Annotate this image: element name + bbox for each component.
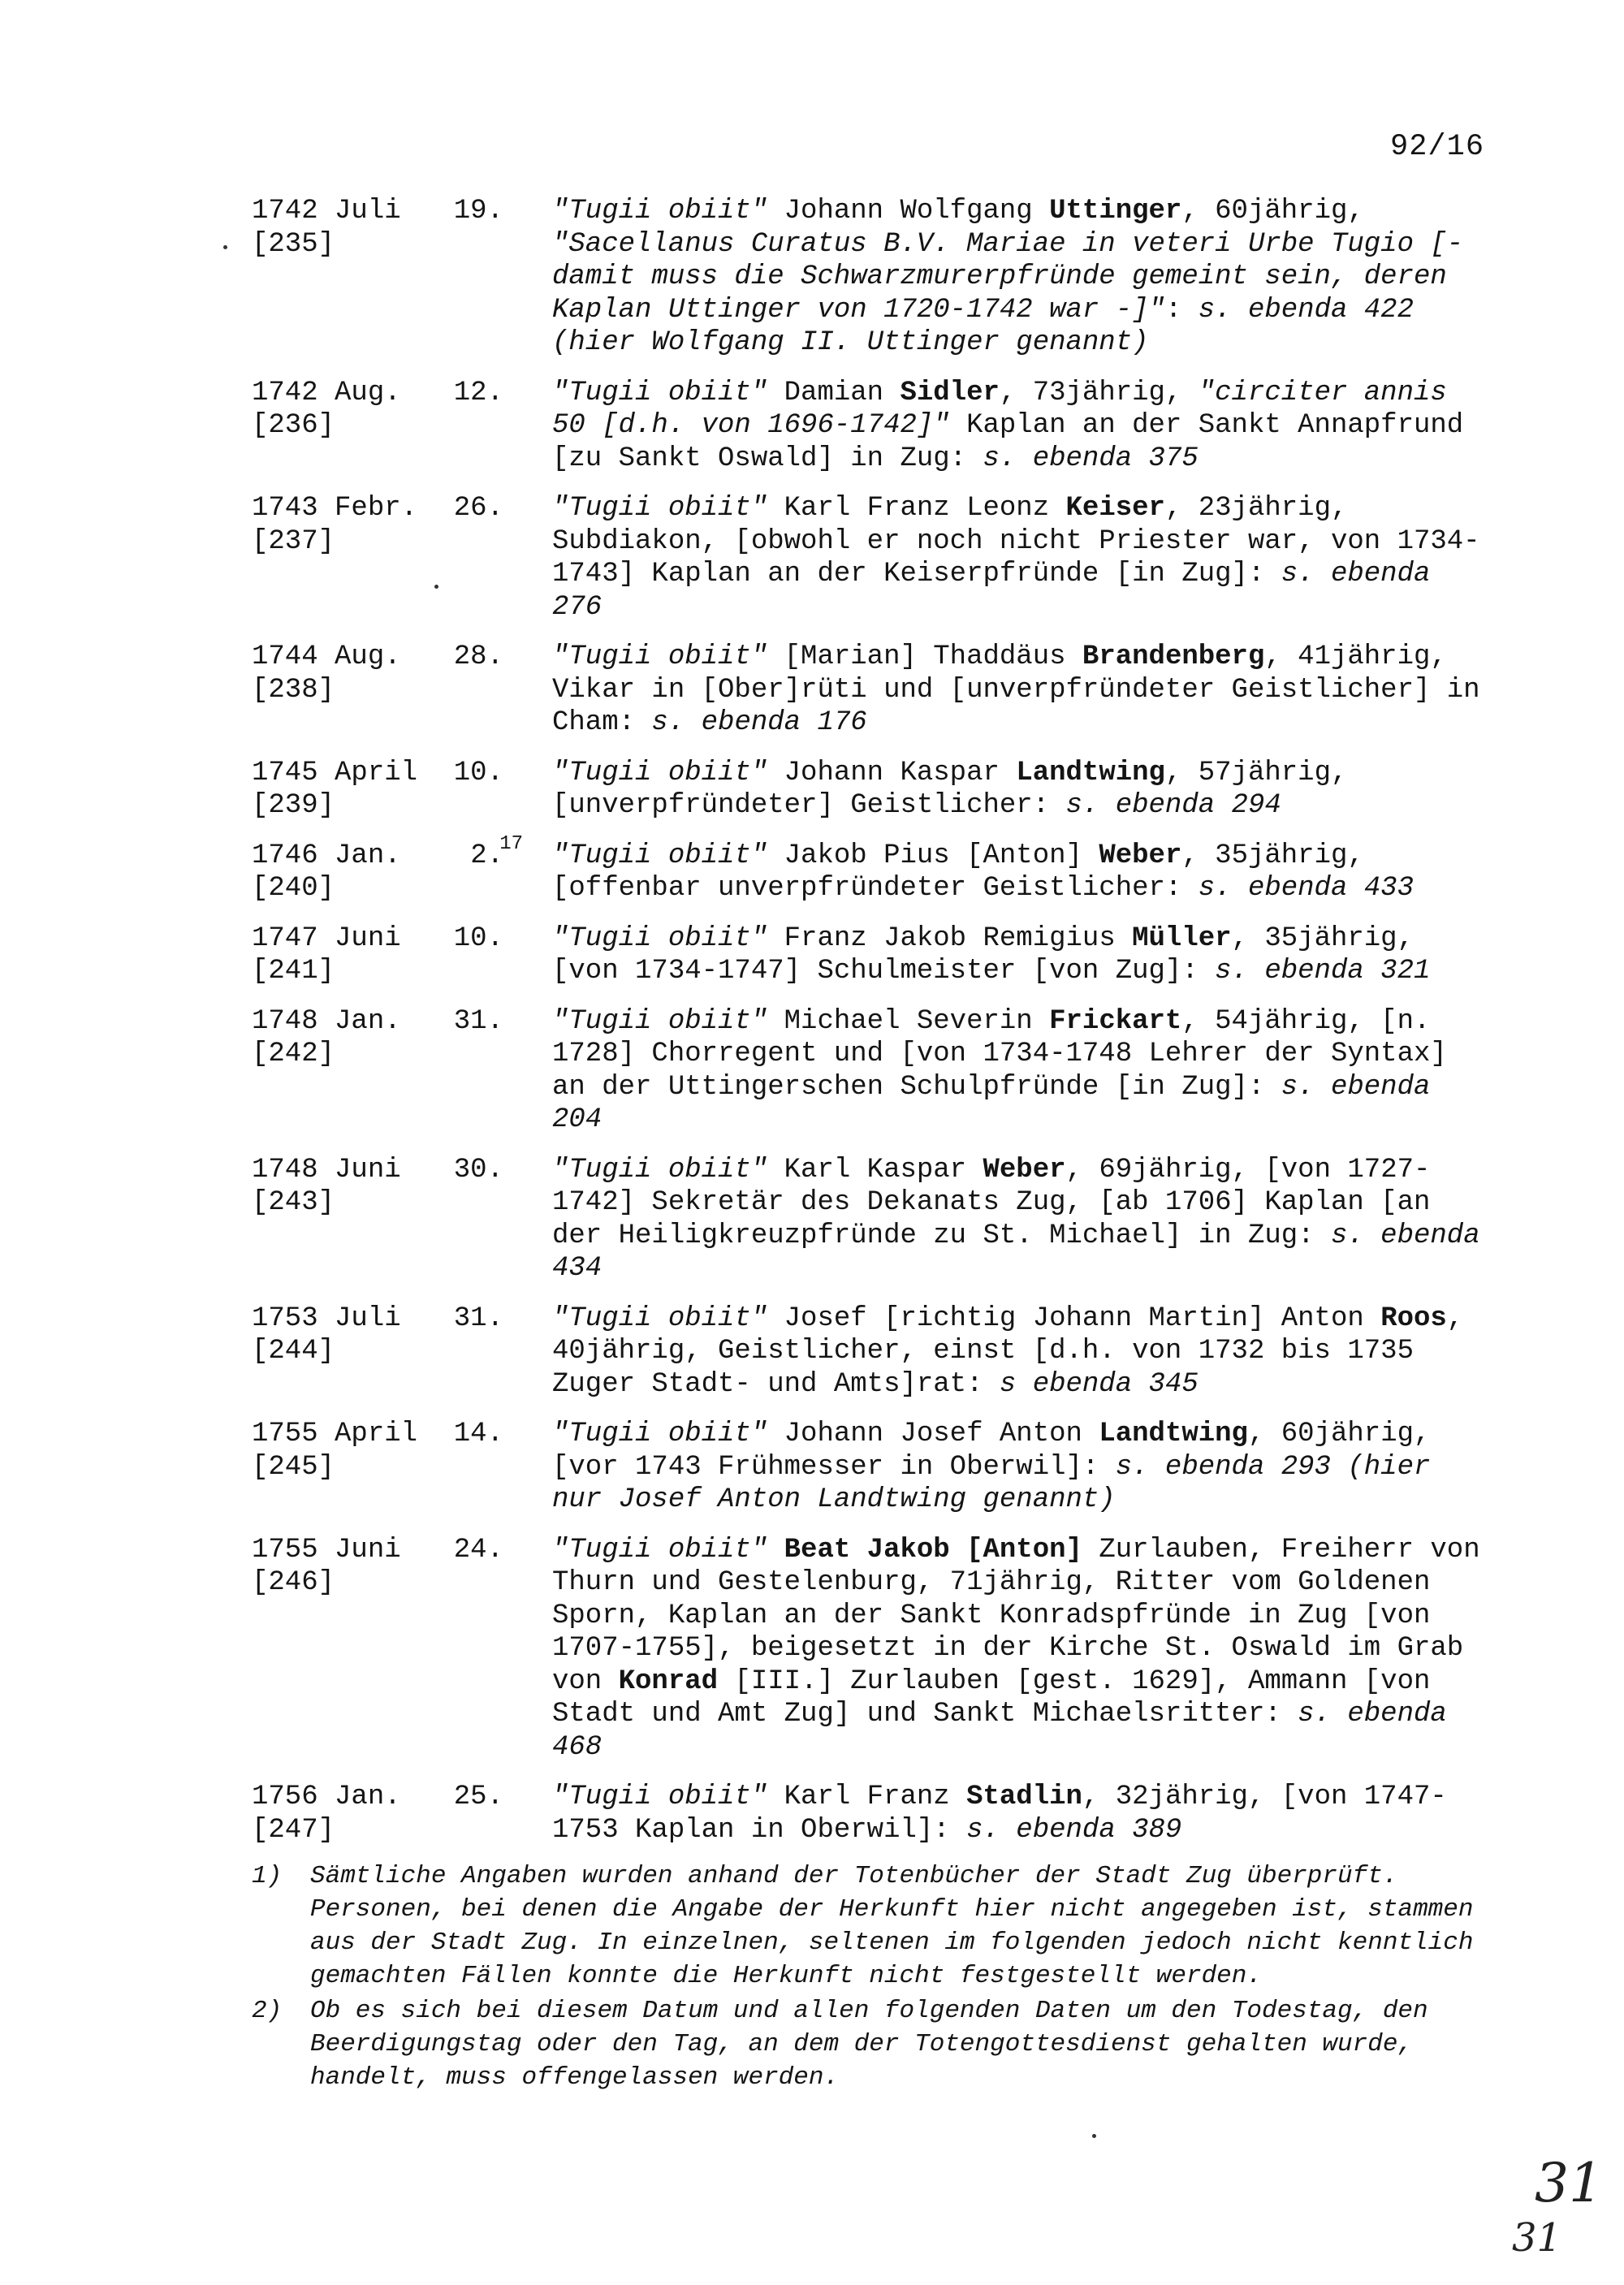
text-run: Zurlauben, Freiherr von Thurn und Gestelenburg, 71jährig, Ritter vom Goldenen Sporn, Kaplan an der Sankt Konradspfründe in Zug [von 1707-1755], beigesetzt in der Kirche St. Oswald im Grab von [552, 1534, 1480, 1697]
text-run: [III.] Zurlauben [gest. 1629], Ammann [von Stadt und Amt Zug] und Sankt Michaelsritter: [552, 1665, 1431, 1730]
entry-row [252, 1302, 1494, 1402]
text-run: [Marian] Thaddäus [767, 641, 1082, 672]
entry-text [552, 1781, 1494, 1847]
text-run: , 23jährig, Subdiakon, [obwohl er noch nicht Priester war, von 1734-1743] Kaplan an der Keiserpfründe [in Zug]: [552, 493, 1480, 590]
entry-date [252, 1005, 447, 1137]
entry-month: 1742 Juli [252, 196, 401, 227]
entry-ref: [243] [252, 1187, 335, 1218]
entry-text [552, 1154, 1494, 1285]
entry-day-cell [447, 492, 552, 624]
entry-day: 25. [453, 1782, 503, 1812]
italic-text: s. ebenda 389 [966, 1814, 1182, 1846]
entry-month: 1742 Aug. [252, 377, 401, 408]
entry-row [252, 1154, 1494, 1285]
entry-day: 28. [453, 641, 503, 672]
text-run: Michael Severin [767, 1005, 1050, 1037]
surname: Keiser [1065, 493, 1165, 524]
text-run: Kaplan an der Sankt Annapfrund [zu Sankt Oswald] in Zug: [552, 410, 1464, 474]
entry-month: 1756 Jan. [252, 1782, 401, 1812]
entry-text [552, 1302, 1494, 1402]
italic-text: "Tugii obiit" [552, 196, 768, 227]
entry-day-cell [447, 1781, 552, 1847]
text-run: , 73jährig, [999, 377, 1199, 408]
entry-day-cell [447, 377, 552, 476]
entry-text [552, 757, 1494, 823]
entry-date [252, 377, 447, 476]
entry-text [552, 922, 1494, 988]
entry-date [252, 641, 447, 740]
surname: Weber [1099, 840, 1182, 871]
entry-text [552, 1005, 1494, 1137]
entry-day: 31. [453, 1302, 503, 1334]
text-run: , 54jährig, [n. 1728] Chorregent und [von 1734-1748 Lehrer der Syntax] an der Uttingerschen Schulpfründe [in Zug]: [552, 1005, 1447, 1103]
entry-day-cell [447, 195, 552, 360]
entry-date [252, 1154, 447, 1285]
italic-text: "Tugii obiit" [552, 1419, 768, 1449]
italic-text: s ebenda 345 [999, 1368, 1199, 1400]
entry-text [552, 195, 1494, 360]
text-run: Karl Kaspar [767, 1154, 983, 1186]
entry-month: 1755 Juni [252, 1534, 401, 1566]
entry-date [252, 840, 447, 905]
footnote [252, 1994, 1518, 2094]
entry-day: 12. [453, 377, 503, 408]
entry-date [252, 922, 447, 988]
text-run: , 69jährig, [von 1727-1742] Sekretär des Dekanats Zug, [ab 1706] Kaplan [an der Heiligkreuzpfründe zu St. Michael] in Zug: [552, 1154, 1431, 1251]
entry-month: 1746 Jan. [252, 840, 401, 871]
entry-month: 1743 Febr. [252, 493, 418, 524]
surname: Landtwing [1099, 1419, 1248, 1449]
italic-text: "Tugii obiit" [552, 922, 768, 954]
entry-date [252, 195, 447, 360]
surname: Frickart [1049, 1005, 1182, 1037]
italic-text: s. ebenda 434 [552, 1220, 1480, 1284]
entry-month: 1755 April [252, 1419, 418, 1449]
footnote-text: Sämtliche Angaben wurden anhand der Totenbücher der Stadt Zug überprüft. Personen, bei denen die Angabe der Herkunft hier nicht angegeben ist, stammen aus der Stadt Zug. In einzelnen, seltenen im folgenden jedoch nicht kenntlich gemachten Fällen konnte die Herkunft nicht festgestellt werden. [310, 1862, 1474, 1990]
handwritten-page-number-secondary: 31 [1512, 2215, 1562, 2261]
text-run: Karl Franz [767, 1782, 967, 1812]
italic-text: "Tugii obiit" [552, 757, 768, 788]
text-run: Jakob Pius [Anton] [767, 840, 1099, 871]
scan-speck [434, 585, 438, 589]
entry-ref: [247] [252, 1814, 335, 1846]
entry-day: 2. [470, 840, 503, 871]
surname: Müller [1132, 922, 1232, 954]
surname: Brandenberg [1082, 641, 1265, 672]
italic-text: s. ebenda 176 [651, 707, 867, 738]
entry-row [252, 1534, 1494, 1765]
entry-text [552, 1534, 1494, 1765]
footnote-text: Ob es sich bei diesem Datum und allen folgenden Daten um den Todestag, den Beerdigungstag oder den Tag, an dem der Totengottesdienst gehalten wurde, handelt, muss offengelassen werden. [310, 1997, 1428, 2092]
surname: Roos [1380, 1302, 1447, 1334]
entry-date [252, 492, 447, 624]
text-run: , 35jährig, [von 1734-1747] Schulmeister [von Zug]: [552, 922, 1414, 987]
entry-row [252, 1005, 1494, 1137]
entry-ref: [237] [252, 525, 335, 557]
text-run: , 40jährig, Geistlicher, einst [d.h. von 1732 bis 1735 Zuger Stadt- und Amts]rat: [552, 1302, 1464, 1400]
entry-day: 19. [453, 196, 503, 227]
entry-row [252, 757, 1494, 823]
entry-ref: [242] [252, 1039, 335, 1069]
italic-text: s. ebenda 468 [552, 1699, 1447, 1763]
entry-ref: [244] [252, 1336, 335, 1367]
italic-text: "Tugii obiit" [552, 1154, 768, 1186]
entry-row [252, 492, 1494, 624]
entry-month: 1748 Juni [252, 1154, 401, 1186]
italic-text: "circiter annis 50 [d.h. von 1696-1742]" [552, 377, 1447, 441]
italic-text: "Tugii obiit" [552, 1302, 768, 1334]
footnote-mark: 1) [252, 1862, 283, 1890]
entry-month: 1753 Juli [252, 1302, 401, 1334]
entry-text [552, 377, 1494, 476]
entry-day: 24. [453, 1534, 503, 1566]
scan-speck [223, 245, 227, 249]
italic-text: "Tugii obiit" [552, 1005, 768, 1037]
entry-ref: [238] [252, 674, 335, 706]
entry-day-cell [447, 1534, 552, 1765]
footnote [252, 1860, 1518, 1993]
text-run: , 60jährig, [1181, 196, 1364, 227]
italic-text: s. ebenda 422 (hier Wolfgang II. Uttinger genannt) [552, 294, 1414, 358]
entry-row [252, 641, 1494, 740]
entry-text [552, 492, 1494, 624]
entry-day-cell [447, 641, 552, 740]
entry-ref: [246] [252, 1567, 335, 1598]
entry-day-cell [447, 832, 552, 905]
text-run: Johann Wolfgang [767, 196, 1050, 227]
text-run: Johann Josef Anton [767, 1419, 1099, 1449]
surname: Stadlin [966, 1782, 1082, 1812]
entry-day: 30. [453, 1154, 503, 1186]
entry-date [252, 757, 447, 823]
entry-day: 31. [453, 1005, 503, 1037]
footnote-mark: 2) [252, 1997, 283, 2025]
italic-text: s. ebenda 276 [552, 559, 1431, 623]
entry-day-cell [447, 1302, 552, 1402]
italic-text: s. ebenda 375 [983, 443, 1199, 474]
entry-list [252, 195, 1494, 1864]
text-run: Franz Jakob Remigius [767, 922, 1133, 954]
italic-text: "Tugii obiit" [552, 493, 768, 524]
text-run: Karl Franz Leonz [767, 493, 1066, 524]
entry-date [252, 1418, 447, 1517]
entry-ref: [245] [252, 1451, 335, 1483]
italic-text: s. ebenda 204 [552, 1071, 1431, 1135]
entry-day-cell [447, 757, 552, 823]
entry-ref: [241] [252, 956, 335, 987]
surname: Landtwing [1016, 757, 1165, 788]
text-run: : [1164, 294, 1199, 326]
text-run [767, 1535, 784, 1566]
italic-text: "Sacellanus Curatus B.V. Mariae in veteri Urbe Tugio [- damit muss die Schwarzmurerpfründe gemeint sein, deren Kaplan Uttinger von 1720-1742 war -]" [552, 228, 1464, 326]
surname: Weber [983, 1154, 1066, 1186]
entry-row [252, 832, 1494, 905]
scan-speck [1092, 2134, 1096, 2138]
entry-day: 10. [453, 757, 503, 788]
text-run: Johann Kaspar [767, 757, 1017, 788]
entry-date [252, 1302, 447, 1402]
entry-month: 1744 Aug. [252, 641, 401, 672]
text-run: , 35jährig, [offenbar unverpfründeter Geistlicher: [552, 840, 1364, 904]
italic-text: "Tugii obiit" [552, 1534, 768, 1566]
text-run: , 60jährig, [vor 1743 Frühmesser in Oberwil]: [552, 1419, 1431, 1483]
entry-day: 26. [453, 493, 503, 524]
italic-text: s. ebenda 294 [1065, 790, 1281, 821]
italic-text: s. ebenda 293 (hier nur Josef Anton Landtwing genannt) [552, 1451, 1431, 1515]
italic-text: s. ebenda 321 [1215, 956, 1431, 987]
surname: Uttinger [1049, 196, 1182, 227]
entry-ref: [239] [252, 790, 335, 821]
italic-text: "Tugii obiit" [552, 840, 768, 871]
italic-text: s. ebenda 433 [1198, 873, 1414, 904]
surname: Beat Jakob [Anton] [784, 1534, 1082, 1566]
text-run: Damian [767, 377, 901, 408]
entry-date [252, 1781, 447, 1847]
text-run: , 57jährig, [unverpfründeter] Geistlicher: [552, 757, 1348, 821]
text-run: , 41jährig, Vikar in [Ober]rüti und [unverpfründeter Geistlicher] in Cham: [552, 641, 1480, 738]
footnote-ref: 17 [499, 832, 523, 855]
entry-day-cell [447, 1154, 552, 1285]
entry-day-cell [447, 922, 552, 988]
entry-day: 14. [453, 1419, 503, 1449]
italic-text: "Tugii obiit" [552, 377, 768, 408]
entry-row [252, 922, 1494, 988]
page-number: 92/16 [1390, 130, 1485, 164]
entry-month: 1748 Jan. [252, 1005, 401, 1037]
entry-day-cell [447, 1418, 552, 1517]
entry-ref: [240] [252, 873, 335, 904]
text-run: , 32jährig, [von 1747-1753 Kaplan in Oberwil]: [552, 1782, 1447, 1846]
entry-text [552, 840, 1494, 905]
surname: Sidler [900, 377, 1000, 408]
entry-day-cell [447, 1005, 552, 1137]
entry-day: 10. [453, 922, 503, 954]
entry-row [252, 1418, 1494, 1517]
surname: Konrad [618, 1665, 719, 1697]
footnotes [252, 1860, 1518, 2096]
entry-ref: [236] [252, 410, 335, 441]
text-run: Josef [richtig Johann Martin] Anton [767, 1302, 1381, 1334]
italic-text: "Tugii obiit" [552, 641, 768, 672]
entry-row [252, 1781, 1494, 1847]
entry-row [252, 195, 1494, 360]
italic-text: "Tugii obiit" [552, 1782, 768, 1812]
entry-row [252, 377, 1494, 476]
entry-month: 1745 April [252, 757, 418, 788]
entry-text [552, 1418, 1494, 1517]
entry-text [552, 641, 1494, 740]
entry-ref: [235] [252, 228, 335, 260]
entry-date [252, 1534, 447, 1765]
handwritten-page-number: 31 [1535, 2152, 1603, 2214]
entry-month: 1747 Juni [252, 922, 401, 954]
